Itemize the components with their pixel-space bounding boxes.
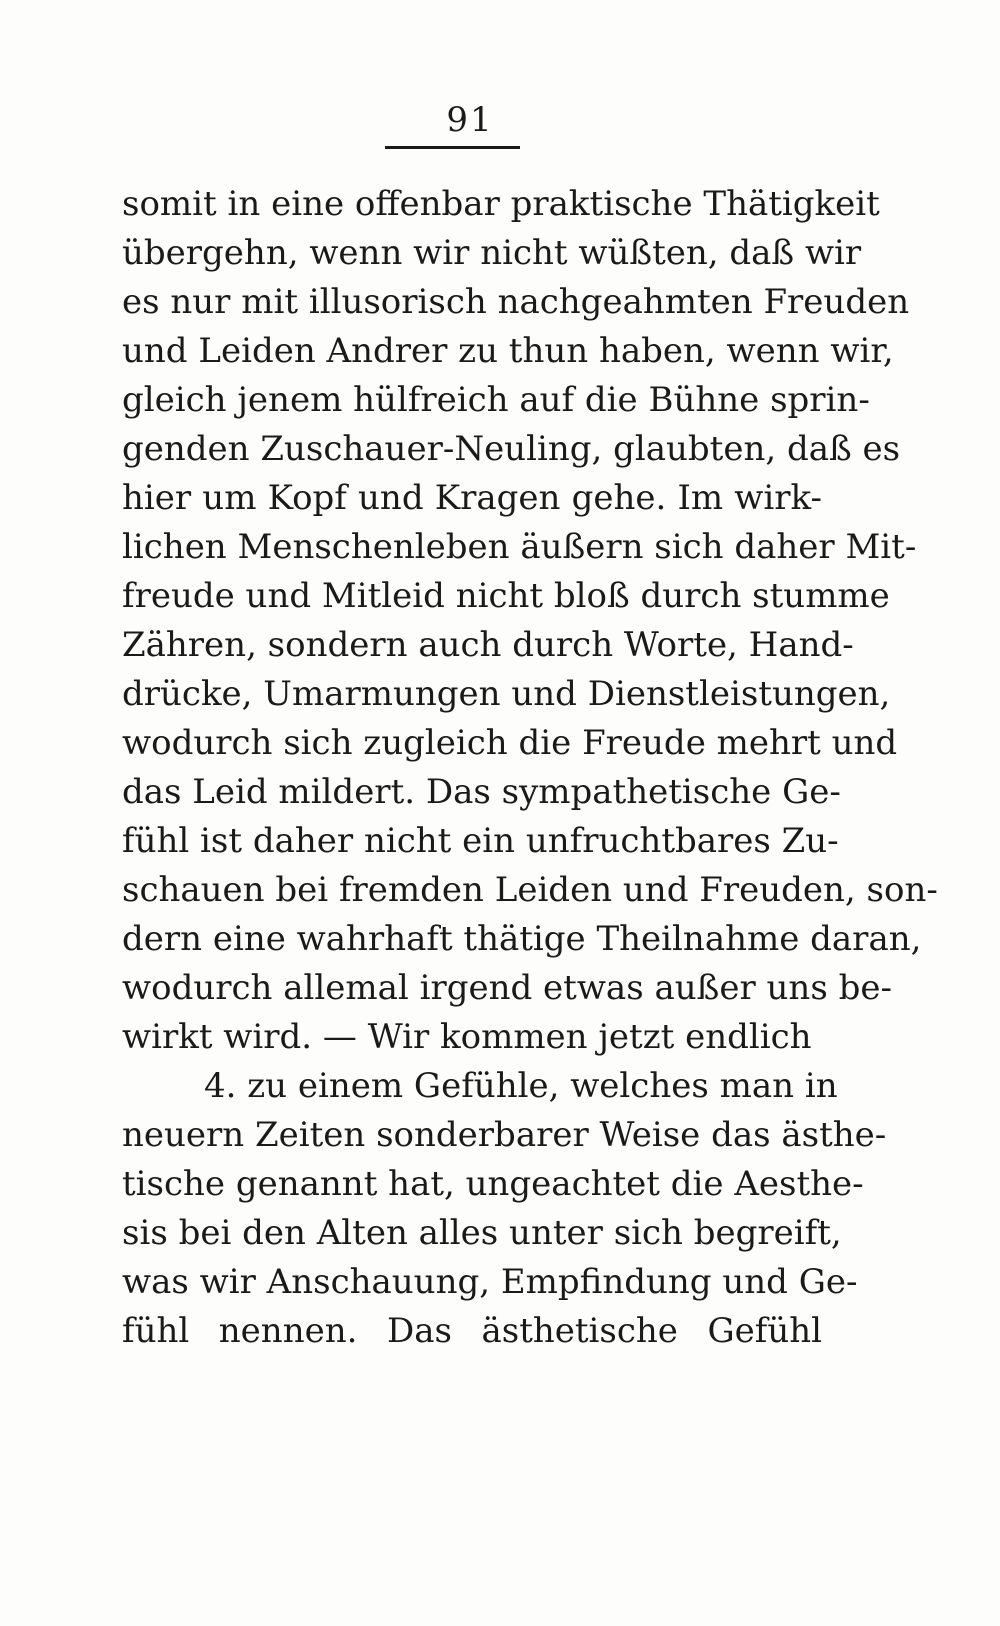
text-line: wodurch sich zugleich die Freude mehrt und xyxy=(122,723,898,763)
text-line: freude und Mitleid nicht bloß durch stumme xyxy=(122,576,890,616)
text-line: drücke, Umarmungen und Dienstleistungen, xyxy=(122,674,891,714)
text-line: gleich jenem hülfreich auf die Bühne sprin- xyxy=(122,380,870,420)
text-line: es nur mit illusorisch nachgeahmten Freuden xyxy=(122,282,910,322)
text-line: wodurch allemal irgend etwas außer uns be- xyxy=(122,968,892,1008)
text-line: und Leiden Andrer zu thun haben, wenn wir, xyxy=(122,331,894,371)
text-line: tische genannt hat, ungeachtet die Aesthe- xyxy=(122,1164,864,1204)
text-line: lichen Menschenleben äußern sich daher Mit- xyxy=(122,527,917,567)
body-text xyxy=(122,180,938,1356)
text-line: schauen bei fremden Leiden und Freuden, son- xyxy=(122,870,938,910)
text-line: hier um Kopf und Kragen gehe. Im wirk- xyxy=(122,478,822,518)
page-number-rule xyxy=(385,146,520,149)
text-line: somit in eine offenbar praktische Thätigkeit xyxy=(122,184,880,224)
text-line: wirkt wird. — Wir kommen jetzt endlich xyxy=(122,1017,812,1057)
text-line: Zähren, sondern auch durch Worte, Hand- xyxy=(122,625,854,665)
text-line: fühl nennen. Das ästhetische Gefühl xyxy=(122,1311,822,1351)
text-line: sis bei den Alten alles unter sich begreift, xyxy=(122,1213,842,1253)
text-line: das Leid mildert. Das sympathetische Ge- xyxy=(122,772,841,812)
text-line: neuern Zeiten sonderbarer Weise das ästhe- xyxy=(122,1115,887,1155)
text-line: genden Zuschauer-Neuling, glaubten, daß es xyxy=(122,429,901,469)
text-line: fühl ist daher nicht ein unfruchtbares Zu- xyxy=(122,821,839,861)
text-line: übergehn, wenn wir nicht wüßten, daß wir xyxy=(122,233,862,273)
text-line: dern eine wahrhaft thätige Theilnahme daran, xyxy=(122,919,922,959)
text-line: 4. zu einem Gefühle, welches man in xyxy=(204,1066,838,1106)
page-number: 91 xyxy=(446,100,494,140)
text-line: was wir Anschauung, Empfindung und Ge- xyxy=(122,1262,858,1302)
